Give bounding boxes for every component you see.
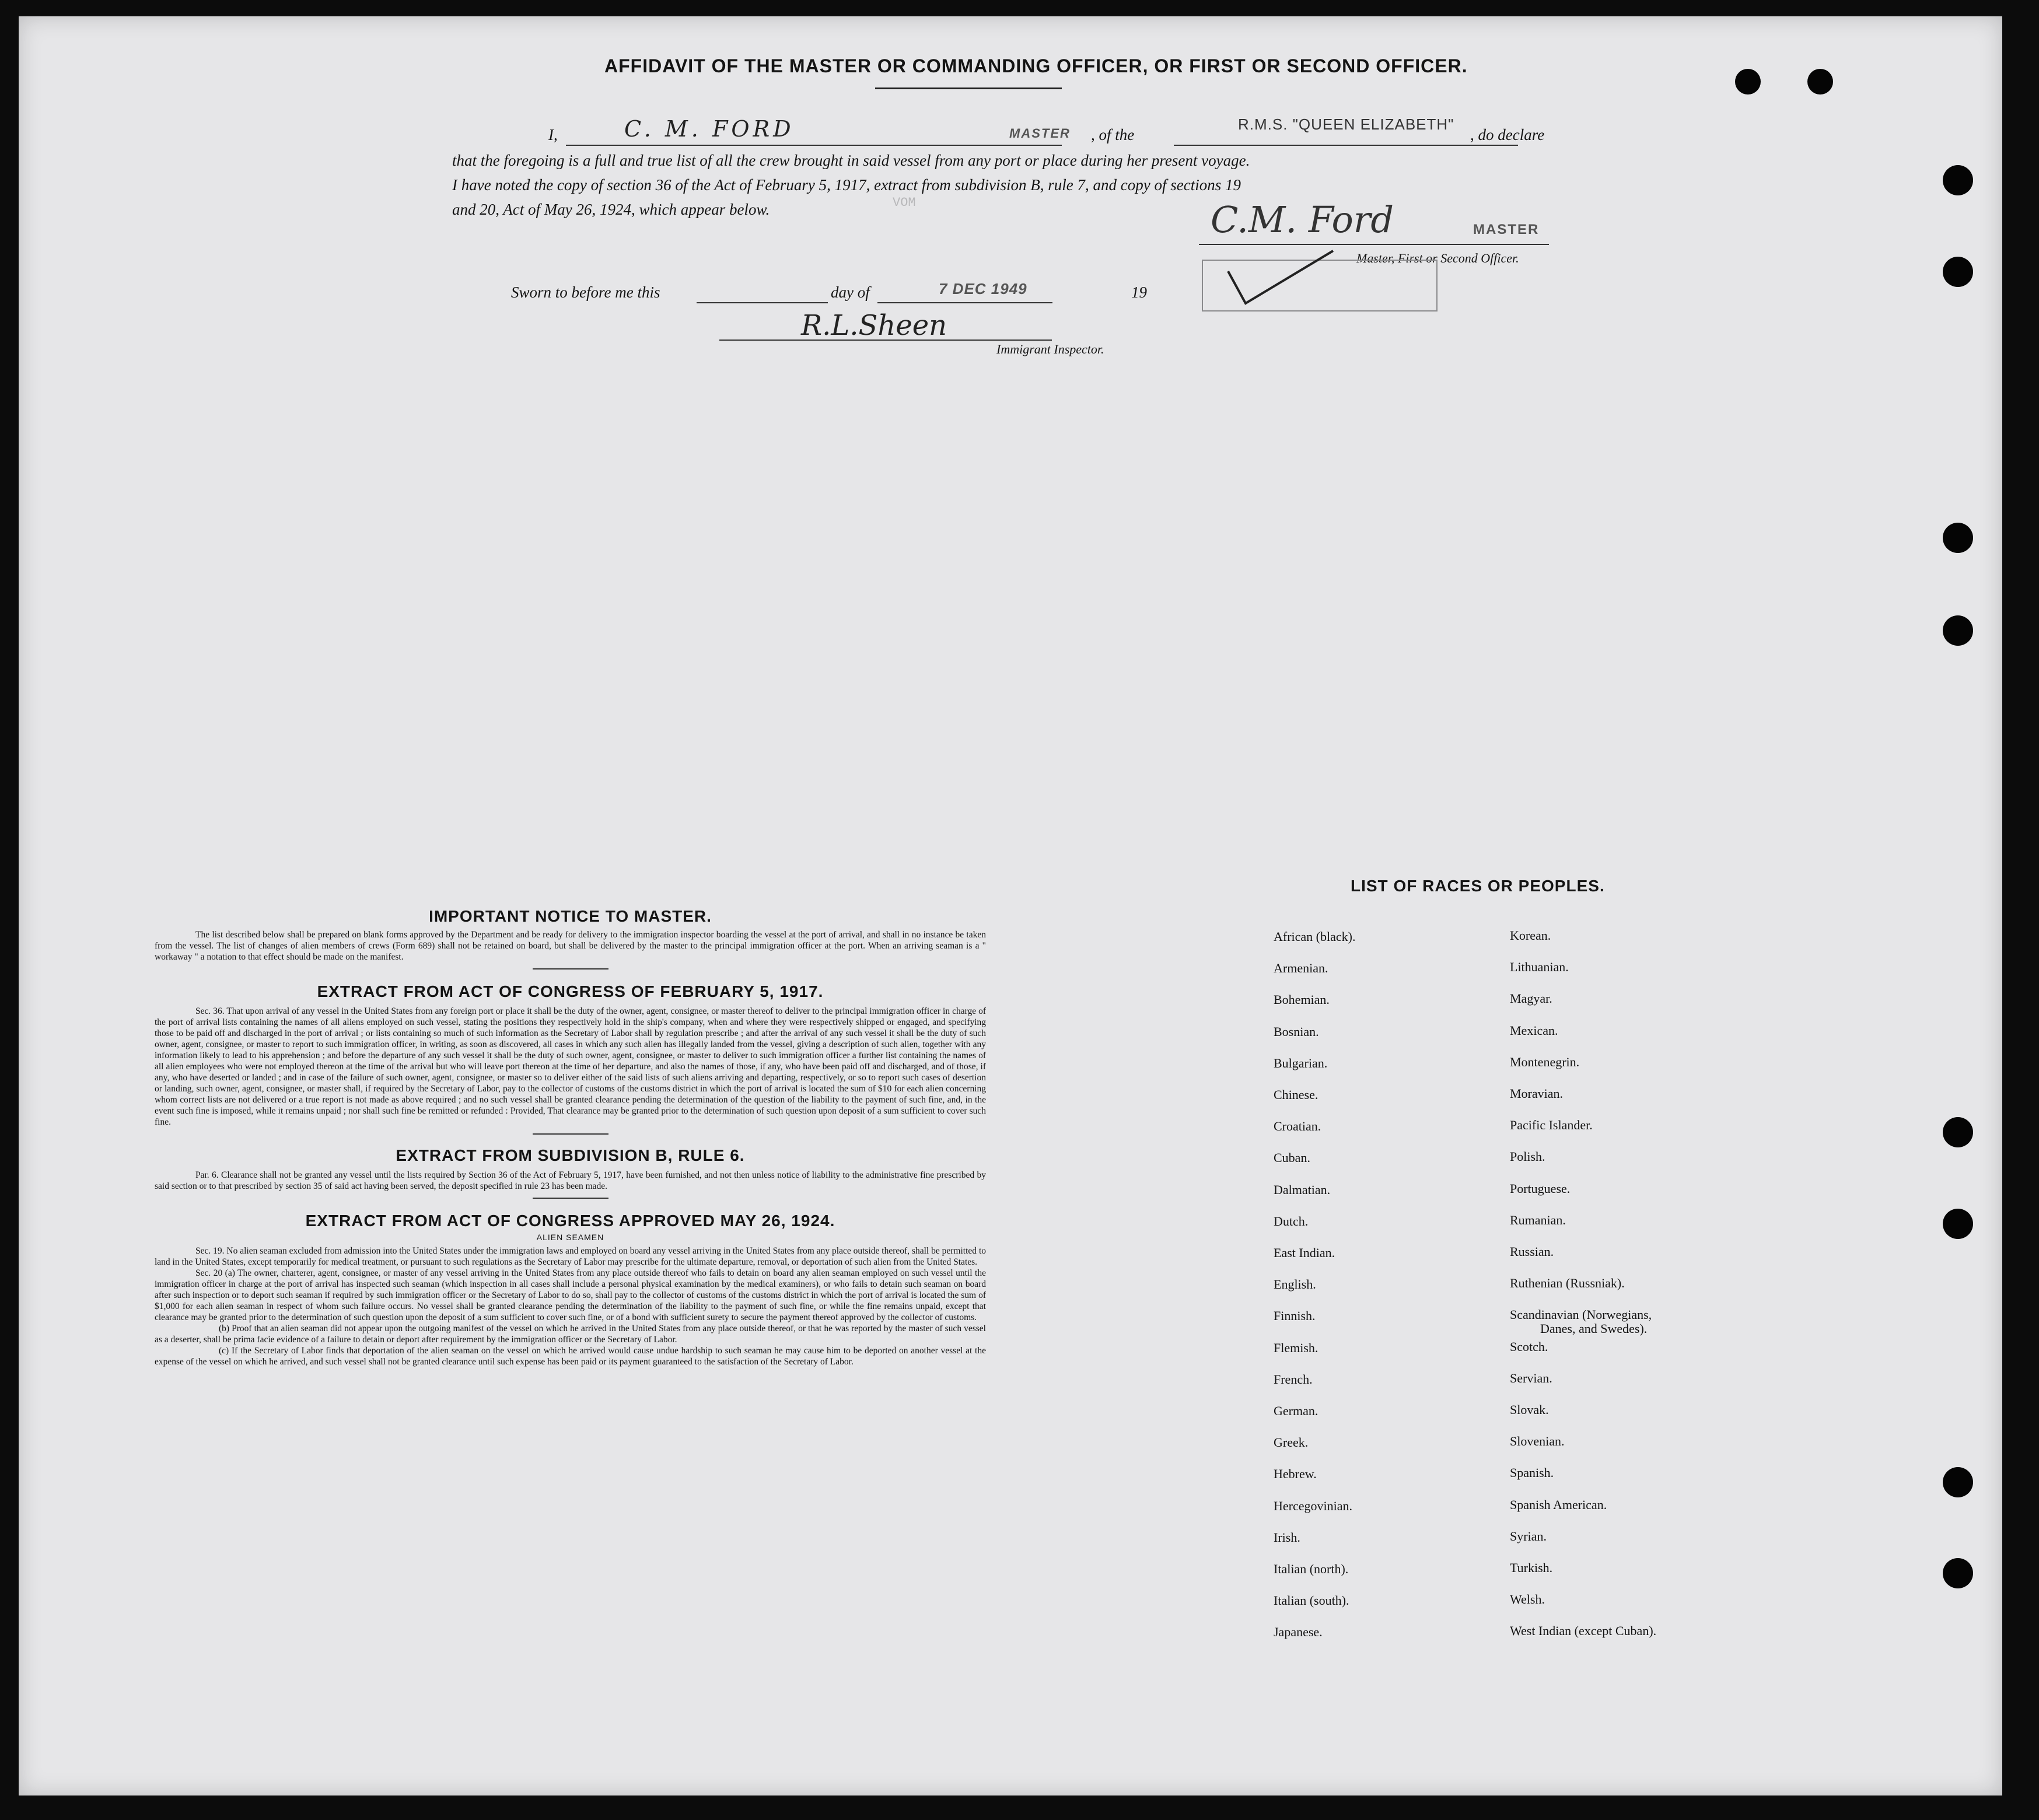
day-field	[697, 285, 828, 303]
do-declare-label: , do declare	[1470, 126, 1545, 144]
i-label: I,	[548, 126, 558, 144]
name-handwriting: C. M. FORD	[624, 116, 795, 142]
race-item: Servian.	[1510, 1371, 1552, 1385]
vessel-name: R.M.S. "QUEEN ELIZABETH"	[1238, 116, 1454, 133]
race-item: Slovak.	[1510, 1402, 1549, 1417]
inspector-line	[719, 340, 1052, 341]
race-item: Russian.	[1510, 1244, 1554, 1259]
race-item: Finnish.	[1274, 1308, 1316, 1323]
race-item: Dutch.	[1274, 1214, 1309, 1228]
race-item: Scandinavian (Norwegians,	[1510, 1307, 1652, 1322]
notice-heading: IMPORTANT NOTICE TO MASTER.	[429, 907, 712, 925]
signature-tick	[1222, 239, 1339, 309]
signature-caption: Master, First or Second Officer.	[1356, 251, 1519, 265]
race-item: Rumanian.	[1510, 1213, 1566, 1227]
race-item: Japanese.	[1274, 1625, 1323, 1639]
race-item: Hebrew.	[1274, 1466, 1317, 1481]
inspector-caption: Immigrant Inspector.	[996, 342, 1104, 356]
race-item: Cuban.	[1274, 1150, 1310, 1165]
race-item: Flemish.	[1274, 1340, 1318, 1355]
notice-text: The list described below shall be prepared on blank forms approved by the Department and be ready for delivery to the immigration inspector boarding the vessel at the port of arrival, and shall in no instance be taken from the vessel. The list of changes of alien members of crews (Form 689) shall not be retained on board, but shall be delivered by the master to the principal immigration officer at the port. When an arriving seaman is a " workaway " a notation to that effect should be made on the manifest.	[155, 930, 986, 962]
race-item: Hercegovinian.	[1274, 1499, 1352, 1513]
race-item: Mexican.	[1510, 1023, 1558, 1038]
race-item: Chinese.	[1274, 1087, 1318, 1102]
signature-stamp: MASTER	[1473, 222, 1540, 237]
sworn-label: Sworn to before me this	[511, 284, 660, 301]
race-item: Moravian.	[1510, 1086, 1564, 1101]
race-item: German.	[1274, 1404, 1318, 1418]
punch-hole	[1943, 1558, 1973, 1588]
race-item: Korean.	[1510, 928, 1551, 943]
extract-1917-heading: EXTRACT FROM ACT OF CONGRESS OF FEBRUARY 5, 1917.	[317, 982, 824, 1000]
race-item: Welsh.	[1510, 1592, 1545, 1606]
race-item: East Indian.	[1274, 1245, 1335, 1260]
section-rule	[533, 1198, 608, 1199]
master-signature-block	[1199, 175, 1561, 280]
race-item: Bulgarian.	[1274, 1056, 1328, 1070]
inspector-signature: R.L.Sheen	[801, 309, 947, 342]
alien-seamen-subheading: ALIEN SEAMEN	[536, 1233, 604, 1242]
punch-hole	[1735, 69, 1761, 94]
race-item: Ruthenian (Russniak).	[1510, 1276, 1625, 1290]
punch-hole	[1943, 615, 1973, 646]
sec20c-text: (c) If the Secretary of Labor finds that deportation of the alien seaman on the vessel on which he arrived would cause undue hardship to such seaman he may cause him to be deported on another vessel at the expense of the vessel on which he arrived, and such vessel shall not be granted clearance until such expense has been paid or its payment guaranteed to the satisfaction of the Secretary of Labor.	[155, 1346, 986, 1367]
race-item: Irish.	[1274, 1530, 1300, 1545]
of-the-label: , of the	[1091, 126, 1135, 144]
race-item: Croatian.	[1274, 1119, 1321, 1133]
punch-hole	[1943, 1467, 1973, 1497]
race-item: English.	[1274, 1277, 1316, 1292]
section-rule	[533, 968, 608, 970]
declaration-line-3: I have noted the copy of section 36 of the Act of February 5, 1917, extract from subdivision B, rule 7, and copy of sections 19	[452, 176, 1241, 194]
punch-hole	[1943, 165, 1973, 195]
declaration-line-4: and 20, Act of May 26, 1924, which appear below.	[452, 201, 770, 218]
race-item: Montenegrin.	[1510, 1055, 1580, 1069]
sworn-line	[511, 280, 1153, 304]
affidavit-title: AFFIDAVIT OF THE MASTER OR COMMANDING OFFICER, OR FIRST OR SECOND OFFICER.	[604, 55, 1468, 76]
race-item: Italian (south).	[1274, 1593, 1349, 1608]
race-item: Greek.	[1274, 1435, 1309, 1450]
rank-stamp: MASTER	[1009, 126, 1071, 141]
race-item: West Indian (except Cuban).	[1510, 1623, 1657, 1638]
sec20a-text: Sec. 20 (a) The owner, charterer, agent, consignee, or master of any vessel arriving in the United States from any place outside thereof who fails to detain on board any alien seaman employed on such vessel until the immigration officer in charge at the port of arrival has inspected such seaman (which inspection in all cases shall include a personal physical examination by the medical examiners), or who fails to detain such seaman on board after such inspection or to deport such seaman if required by such immigration officer or the Secretary of Labor to do so, shall pay to the collector of customs of the customs district in which the port of arrival is located the sum of $1,000 for each alien seaman in respect of whom such failure occurs. No vessel shall be granted clearance pending the determination of the liability to the payment of such fine, or while the fine remains unpaid, except that clearance may be granted prior to the determination of such question upon the deposit of a sum sufficient to cover such fine, or of a bond with sufficient surety to secure the payment thereof approved by the collector of customs.	[155, 1268, 986, 1322]
punch-hole	[1943, 257, 1973, 287]
declaration-line-2: that the foregoing is a full and true list of all the crew brought in said vessel from any port or place during her present voyage.	[452, 152, 1250, 169]
race-item: Portuguese.	[1510, 1181, 1571, 1196]
sec20b-text: (b) Proof that an alien seaman did not appear upon the outgoing manifest of the vessel on which he arrived in the United States from any place outside thereof, or that he was reported by the master of such vessel as a deserter, shall be prima facie evidence of a failure to detain or deport after requirement by the immigration officer or the Secretary of Labor.	[155, 1324, 986, 1345]
day-of-label: day of	[831, 284, 870, 301]
punch-hole	[1943, 1209, 1973, 1239]
extract-1924-heading: EXTRACT FROM ACT OF CONGRESS APPROVED MAY 26, 1924.	[305, 1212, 835, 1230]
declaration-line-1	[548, 116, 1581, 147]
race-item: Bohemian.	[1274, 992, 1330, 1007]
name-field	[566, 116, 1071, 146]
race-item: Slovenian.	[1510, 1434, 1565, 1448]
inspector-block	[719, 309, 1139, 362]
race-item: Lithuanian.	[1510, 960, 1569, 974]
race-item: Magyar.	[1510, 991, 1552, 1006]
race-item: Polish.	[1510, 1149, 1545, 1164]
punch-hole	[1943, 1117, 1973, 1147]
race-item: Spanish.	[1510, 1465, 1554, 1480]
race-item: African (black).	[1274, 929, 1356, 944]
sec19-text: Sec. 19. No alien seaman excluded from admission into the United States under the immigration laws and employed on board any vessel arriving in the United States from any place outside thereof, shall be permitted to land in the United States, except temporarily for medical treatment, or pursuant to such regulations as the Secretary of Labor may prescribe for the ultimate departure, removal, or deportation of such alien from the United States.	[155, 1246, 986, 1267]
punch-hole	[1807, 69, 1833, 94]
race-item: Scotch.	[1510, 1339, 1548, 1354]
vessel-field	[1174, 116, 1518, 146]
race-item: Armenian.	[1274, 961, 1328, 975]
rule6-heading: EXTRACT FROM SUBDIVISION B, RULE 6.	[396, 1146, 745, 1164]
month-field	[877, 280, 1052, 303]
title-rule	[875, 88, 1062, 89]
date-stamp: 7 DEC 1949	[939, 280, 1027, 298]
race-item: French.	[1274, 1372, 1313, 1387]
bleed-through-mark: VOM	[893, 195, 916, 210]
race-item: Turkish.	[1510, 1560, 1553, 1575]
master-signature: C.M. Ford	[1211, 198, 1394, 241]
race-item: Spanish American.	[1510, 1497, 1607, 1512]
race-item: Bosnian.	[1274, 1024, 1319, 1039]
year-prefix: 19	[1131, 284, 1147, 301]
races-heading: LIST OF RACES OR PEOPLES.	[1351, 877, 1605, 895]
section-rule	[533, 1133, 608, 1135]
extract-1917-text: Sec. 36. That upon arrival of any vessel in the United States from any foreign port or place it shall be the duty of the owner, agent, consignee, or master thereof to deliver to the principal immigration officer in charge of the port of arrival lists containing the names of all aliens employed on such vessel, stating the positions they respectively hold in the ship's company, when and where they were respectively shipped or engaged, and specifying those to be paid off and discharged in the port of arrival ; or lists containing so much of such information as the Secretary of Labor shall by regulation prescribe ; and after the arrival of any such vessel it shall be the duty of such owner, agent, consignee, or master to report to such immigration officer, in writing, as soon as discovered, all cases in which any such alien has illegally landed from the vessel, giving a description of such alien, together with any information likely to lead to his apprehension ; and before the departure of any such vessel it shall be the duty of such owner, agent, consignee, or master to deliver to such immigration officer a further list containing the names of all alien employees who were not employed thereon at the time of the arrival but who will leave port thereon at the time of her departure, and also the names of those, if any, who have been paid off and discharged, and of those, if any, who have deserted or landed ; and in case of the failure of such owner, agent, consignee, or master so to deliver either of the said lists of such aliens arriving and departing, respectively, or so to report such cases of desertion or landing, such owner, agent, consignee, or master shall, if required by the Secretary of Labor, pay to the collector of customs of the customs district in which the port of arrival is located the sum of $10 for each alien concerning whom correct lists are not delivered or a true report is not made as above required ; and no such vessel shall be granted clearance pending the determination of the question of the liability to the payment of such fine, and, in the event such fine is imposed, while it remains unpaid ; nor shall such fine be remitted or refunded : Provided, That clearance may be granted prior to the determination of such question upon deposit of a sum sufficient to cover such fine.	[155, 1006, 986, 1127]
race-item: Italian (north).	[1274, 1562, 1349, 1576]
punch-hole	[1943, 523, 1973, 553]
legal-text-column	[155, 907, 986, 1367]
race-item: Syrian.	[1510, 1529, 1547, 1544]
rule6-text: Par. 6. Clearance shall not be granted any vessel until the lists required by Section 36 of the Act of February 5, 1917, have been furnished, and not then unless notice of liability to the administrative fine prescribed by said section or to that prescribed by section 35 of said act having been served, the deposit specified in rule 23 has been made.	[155, 1170, 986, 1191]
race-item-continuation: Danes, and Swedes).	[1540, 1321, 1648, 1336]
race-item: Dalmatian.	[1274, 1182, 1331, 1197]
race-item: Pacific Islander.	[1510, 1118, 1593, 1132]
